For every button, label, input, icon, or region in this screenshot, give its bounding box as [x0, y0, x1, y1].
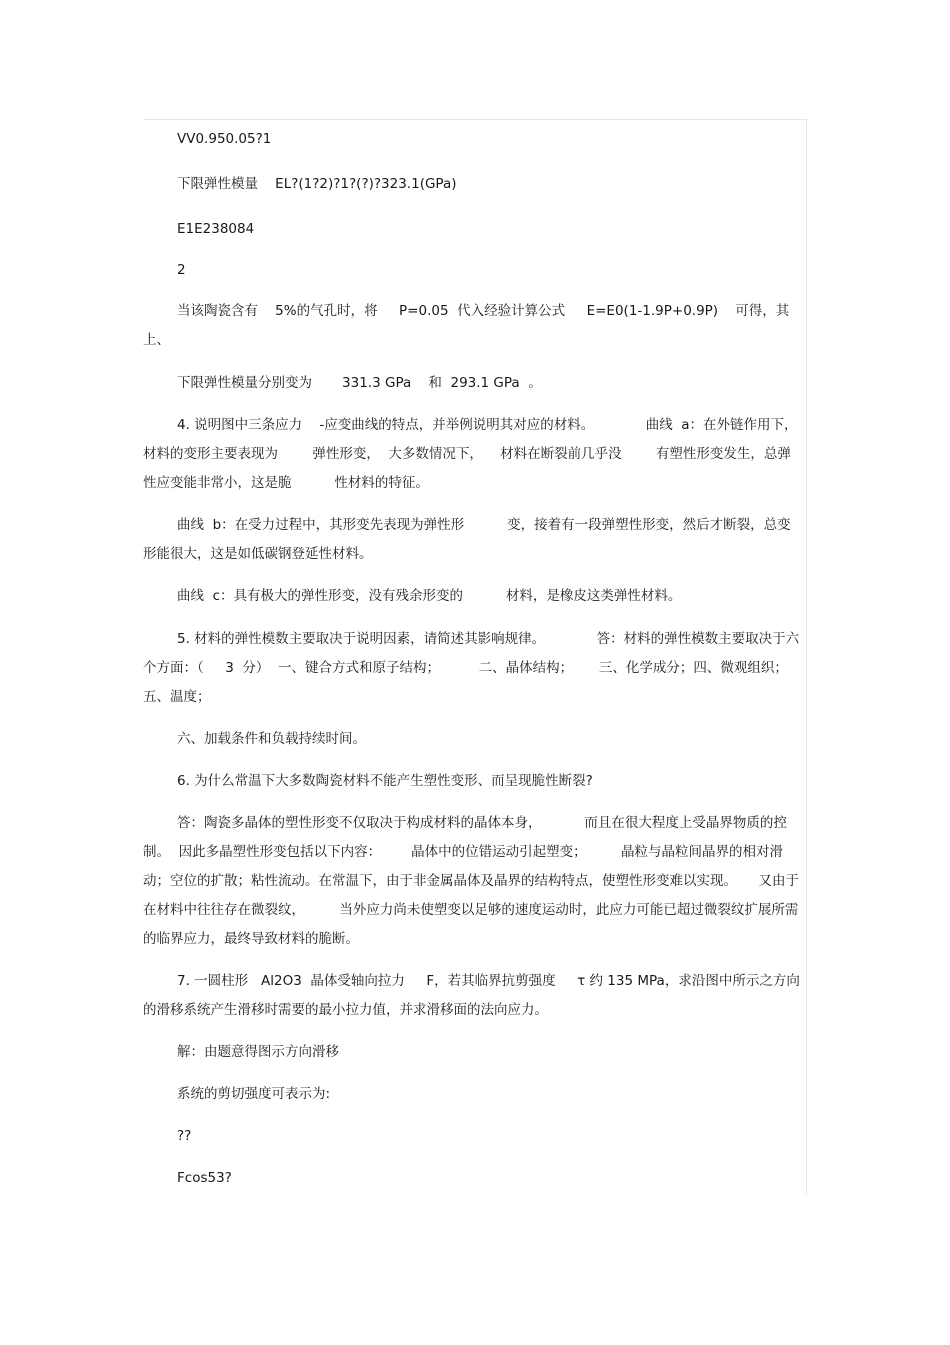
formula-line-17: ?? [177, 1128, 192, 1144]
lower-modulus-formula: 下限弹性模量 EL?(1?2)?1?(?)?323.1(GPa) [177, 176, 457, 192]
formula-line-3: E1E238084 [177, 221, 255, 237]
curve-c-paragraph: 曲线 c：具有极大的弹性形变，没有残余形变的 材料，是橡皮这类弹性材料。 [177, 588, 682, 604]
question-6: 6. 为什么常温下大多数陶瓷材料不能产生塑性变形、而呈现脆性断裂? [177, 773, 593, 789]
porosity-paragraph: 当该陶瓷含有 5%的气孔时，将 P=0.05 代入经验计算公式 E=E0(1-1.9P+0.9P) 可得，其上、 [143, 303, 790, 348]
question-7-paragraph: 7. 一圆柱形 Al2O3 晶体受轴向拉力 F，若其临界抗剪强度 τ 约 135 MPa，求沿图中所示之方向的滑移系统产生滑移时需要的最小拉力值，并求滑移面的法向应力。 [143, 973, 800, 1018]
formula-line-4: 2 [177, 262, 186, 278]
solution-line: 解：由题意得图示方向滑移 [177, 1044, 339, 1060]
modulus-result: 下限弹性模量分别变为 331.3 GPa 和 293.1 GPa 。 [177, 375, 542, 391]
formula-line-18: Fcos53? [177, 1170, 232, 1186]
formula-line-1: VV0.950.05?1 [177, 131, 272, 147]
question-5-paragraph: 5. 材料的弹性模数主要取决于说明因素，请简述其影响规律。 答：材料的弹性模数主要取决于六个方面：（ 3 分） 一、键合方式和原子结构； 二、晶体结构； 三、化学成分；四、微观组织； 五、温度； [143, 631, 818, 705]
shear-strength-line: 系统的剪切强度可表示为: [177, 1086, 331, 1102]
document-body [143, 119, 818, 1193]
answer-6-paragraph: 答：陶瓷多晶体的塑性形变不仅取决于构成材料的晶体本身， 而且在很大程度上受晶界物质的控制。 因此多晶塑性形变包括以下内容： 晶体中的位错运动引起塑变； 晶粒与晶粒间晶界的相对滑动；空位的扩散；粘性流动。在常温下，由于非金属晶体及晶界的结构特点，使塑性形变难以实现。 又由于在材料中往往存在微裂纹， 当外应力尚未使塑变以足够的速度运动时，此应力可能已超过微裂纹扩展所需的临界应力，最终导致材料的脆断。 [143, 815, 799, 947]
curve-b-paragraph: 曲线 b：在受力过程中，其形变先表现为弹性形 变，接着有一段弹塑性形变，然后才断裂，总变 形能很大，这是如低碳钢登延性材料。 [143, 517, 813, 562]
factor-six: 六、加载条件和负载持续时间。 [177, 731, 366, 747]
question-4-paragraph: 4. 说明图中三条应力 -应变曲线的特点，并举例说明其对应的材料。 曲线 a：在外链作用下， 材料的变形主要表现为 弹性形变， 大多数情况下， 材料在断裂前几乎没 有塑性形变发生，总弹性应变能非常小，这是脆 性材料的特征。 [143, 417, 807, 491]
